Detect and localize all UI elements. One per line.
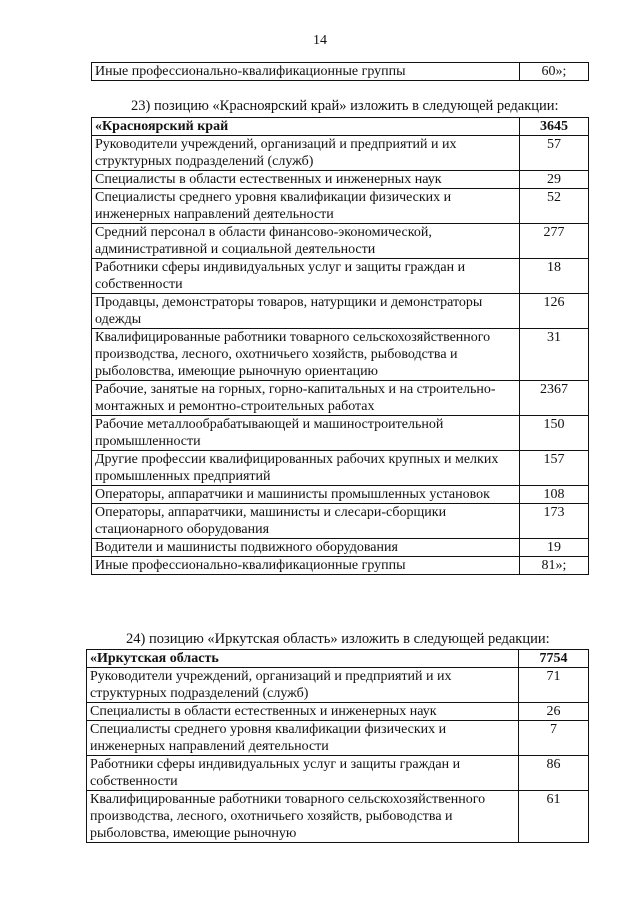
table-row <box>87 703 589 721</box>
region-name: «Иркутская область <box>87 650 519 668</box>
table-row <box>87 668 589 703</box>
section-23-caption: 23) позицию «Красноярский край» изложить в следующей редакции: <box>131 98 559 114</box>
region-total: 3645 <box>520 118 589 136</box>
occupation-group: Специалисты среднего уровня квалификации физических и инженерных направлений деятельности <box>92 189 520 224</box>
worker-count: 277 <box>520 224 589 259</box>
irkutsk-table <box>86 649 589 843</box>
occupation-group: Водители и машинисты подвижного оборудования <box>92 539 520 557</box>
worker-count: 173 <box>520 504 589 539</box>
worker-count: 60»; <box>520 63 589 81</box>
table-header-row <box>87 650 589 668</box>
table-row <box>92 294 589 329</box>
occupation-group: Квалифицированные работники товарного сельскохозяйственного производства, лесного, охотничьего хозяйств, рыбоводства и рыболовства, имеющие рыночную <box>87 791 519 843</box>
krasnoyarsk-table <box>91 117 589 575</box>
table-row <box>92 329 589 381</box>
worker-count: 19 <box>520 539 589 557</box>
table-row <box>92 539 589 557</box>
occupation-group: Специалисты в области естественных и инженерных наук <box>87 703 519 721</box>
worker-count: 150 <box>520 416 589 451</box>
section-24-caption: 24) позицию «Иркутская область» изложить в следующей редакции: <box>126 631 550 647</box>
worker-count: 31 <box>520 329 589 381</box>
worker-count: 57 <box>520 136 589 171</box>
occupation-group: Другие профессии квалифицированных рабочих крупных и мелких промышленных предприятий <box>92 451 520 486</box>
worker-count: 86 <box>519 756 589 791</box>
worker-count: 18 <box>520 259 589 294</box>
table-row <box>92 224 589 259</box>
table-row <box>87 721 589 756</box>
table-row <box>87 756 589 791</box>
table-row <box>92 63 589 81</box>
occupation-group: Специалисты среднего уровня квалификации физических и инженерных направлений деятельности <box>87 721 519 756</box>
occupation-group: Иные профессионально-квалификационные группы <box>92 63 520 81</box>
table-row <box>92 416 589 451</box>
table-row <box>92 486 589 504</box>
worker-count: 71 <box>519 668 589 703</box>
worker-count: 7 <box>519 721 589 756</box>
worker-count: 126 <box>520 294 589 329</box>
table-row <box>92 504 589 539</box>
occupation-group: Продавцы, демонстраторы товаров, натурщики и демонстраторы одежды <box>92 294 520 329</box>
occupation-group: Работники сферы индивидуальных услуг и защиты граждан и собственности <box>87 756 519 791</box>
occupation-group: Работники сферы индивидуальных услуг и защиты граждан и собственности <box>92 259 520 294</box>
worker-count: 108 <box>520 486 589 504</box>
worker-count: 26 <box>519 703 589 721</box>
worker-count: 2367 <box>520 381 589 416</box>
table-row <box>92 171 589 189</box>
occupation-group: Квалифицированные работники товарного сельскохозяйственного производства, лесного, охотничьего хозяйств, рыбоводства и рыболовства, имеющие рыночную ориентацию <box>92 329 520 381</box>
occupation-group: Руководители учреждений, организаций и предприятий и их структурных подразделений (служб) <box>87 668 519 703</box>
worker-count: 61 <box>519 791 589 843</box>
table-row <box>92 136 589 171</box>
worker-count: 29 <box>520 171 589 189</box>
previous-table-end <box>91 62 589 81</box>
occupation-group: Операторы, аппаратчики, машинисты и слесари-сборщики стационарного оборудования <box>92 504 520 539</box>
table-row <box>92 451 589 486</box>
occupation-group: Иные профессионально-квалификационные группы <box>92 557 520 575</box>
occupation-group: Рабочие металлообрабатывающей и машиностроительной промышленности <box>92 416 520 451</box>
region-name: «Красноярский край <box>92 118 520 136</box>
table-row <box>92 259 589 294</box>
table-row <box>92 557 589 575</box>
occupation-group: Руководители учреждений, организаций и предприятий и их структурных подразделений (служб) <box>92 136 520 171</box>
occupation-group: Средний персонал в области финансово-экономической, административной и социальной деятельности <box>92 224 520 259</box>
occupation-group: Специалисты в области естественных и инженерных наук <box>92 171 520 189</box>
table-row <box>92 381 589 416</box>
page-number: 14 <box>313 33 327 48</box>
occupation-group: Рабочие, занятые на горных, горно-капитальных и на строительно-монтажных и ремонтно-строительных работах <box>92 381 520 416</box>
occupation-group: Операторы, аппаратчики и машинисты промышленных установок <box>92 486 520 504</box>
table-row <box>92 189 589 224</box>
worker-count: 157 <box>520 451 589 486</box>
worker-count: 81»; <box>520 557 589 575</box>
table-row <box>87 791 589 843</box>
table-header-row <box>92 118 589 136</box>
worker-count: 52 <box>520 189 589 224</box>
region-total: 7754 <box>519 650 589 668</box>
